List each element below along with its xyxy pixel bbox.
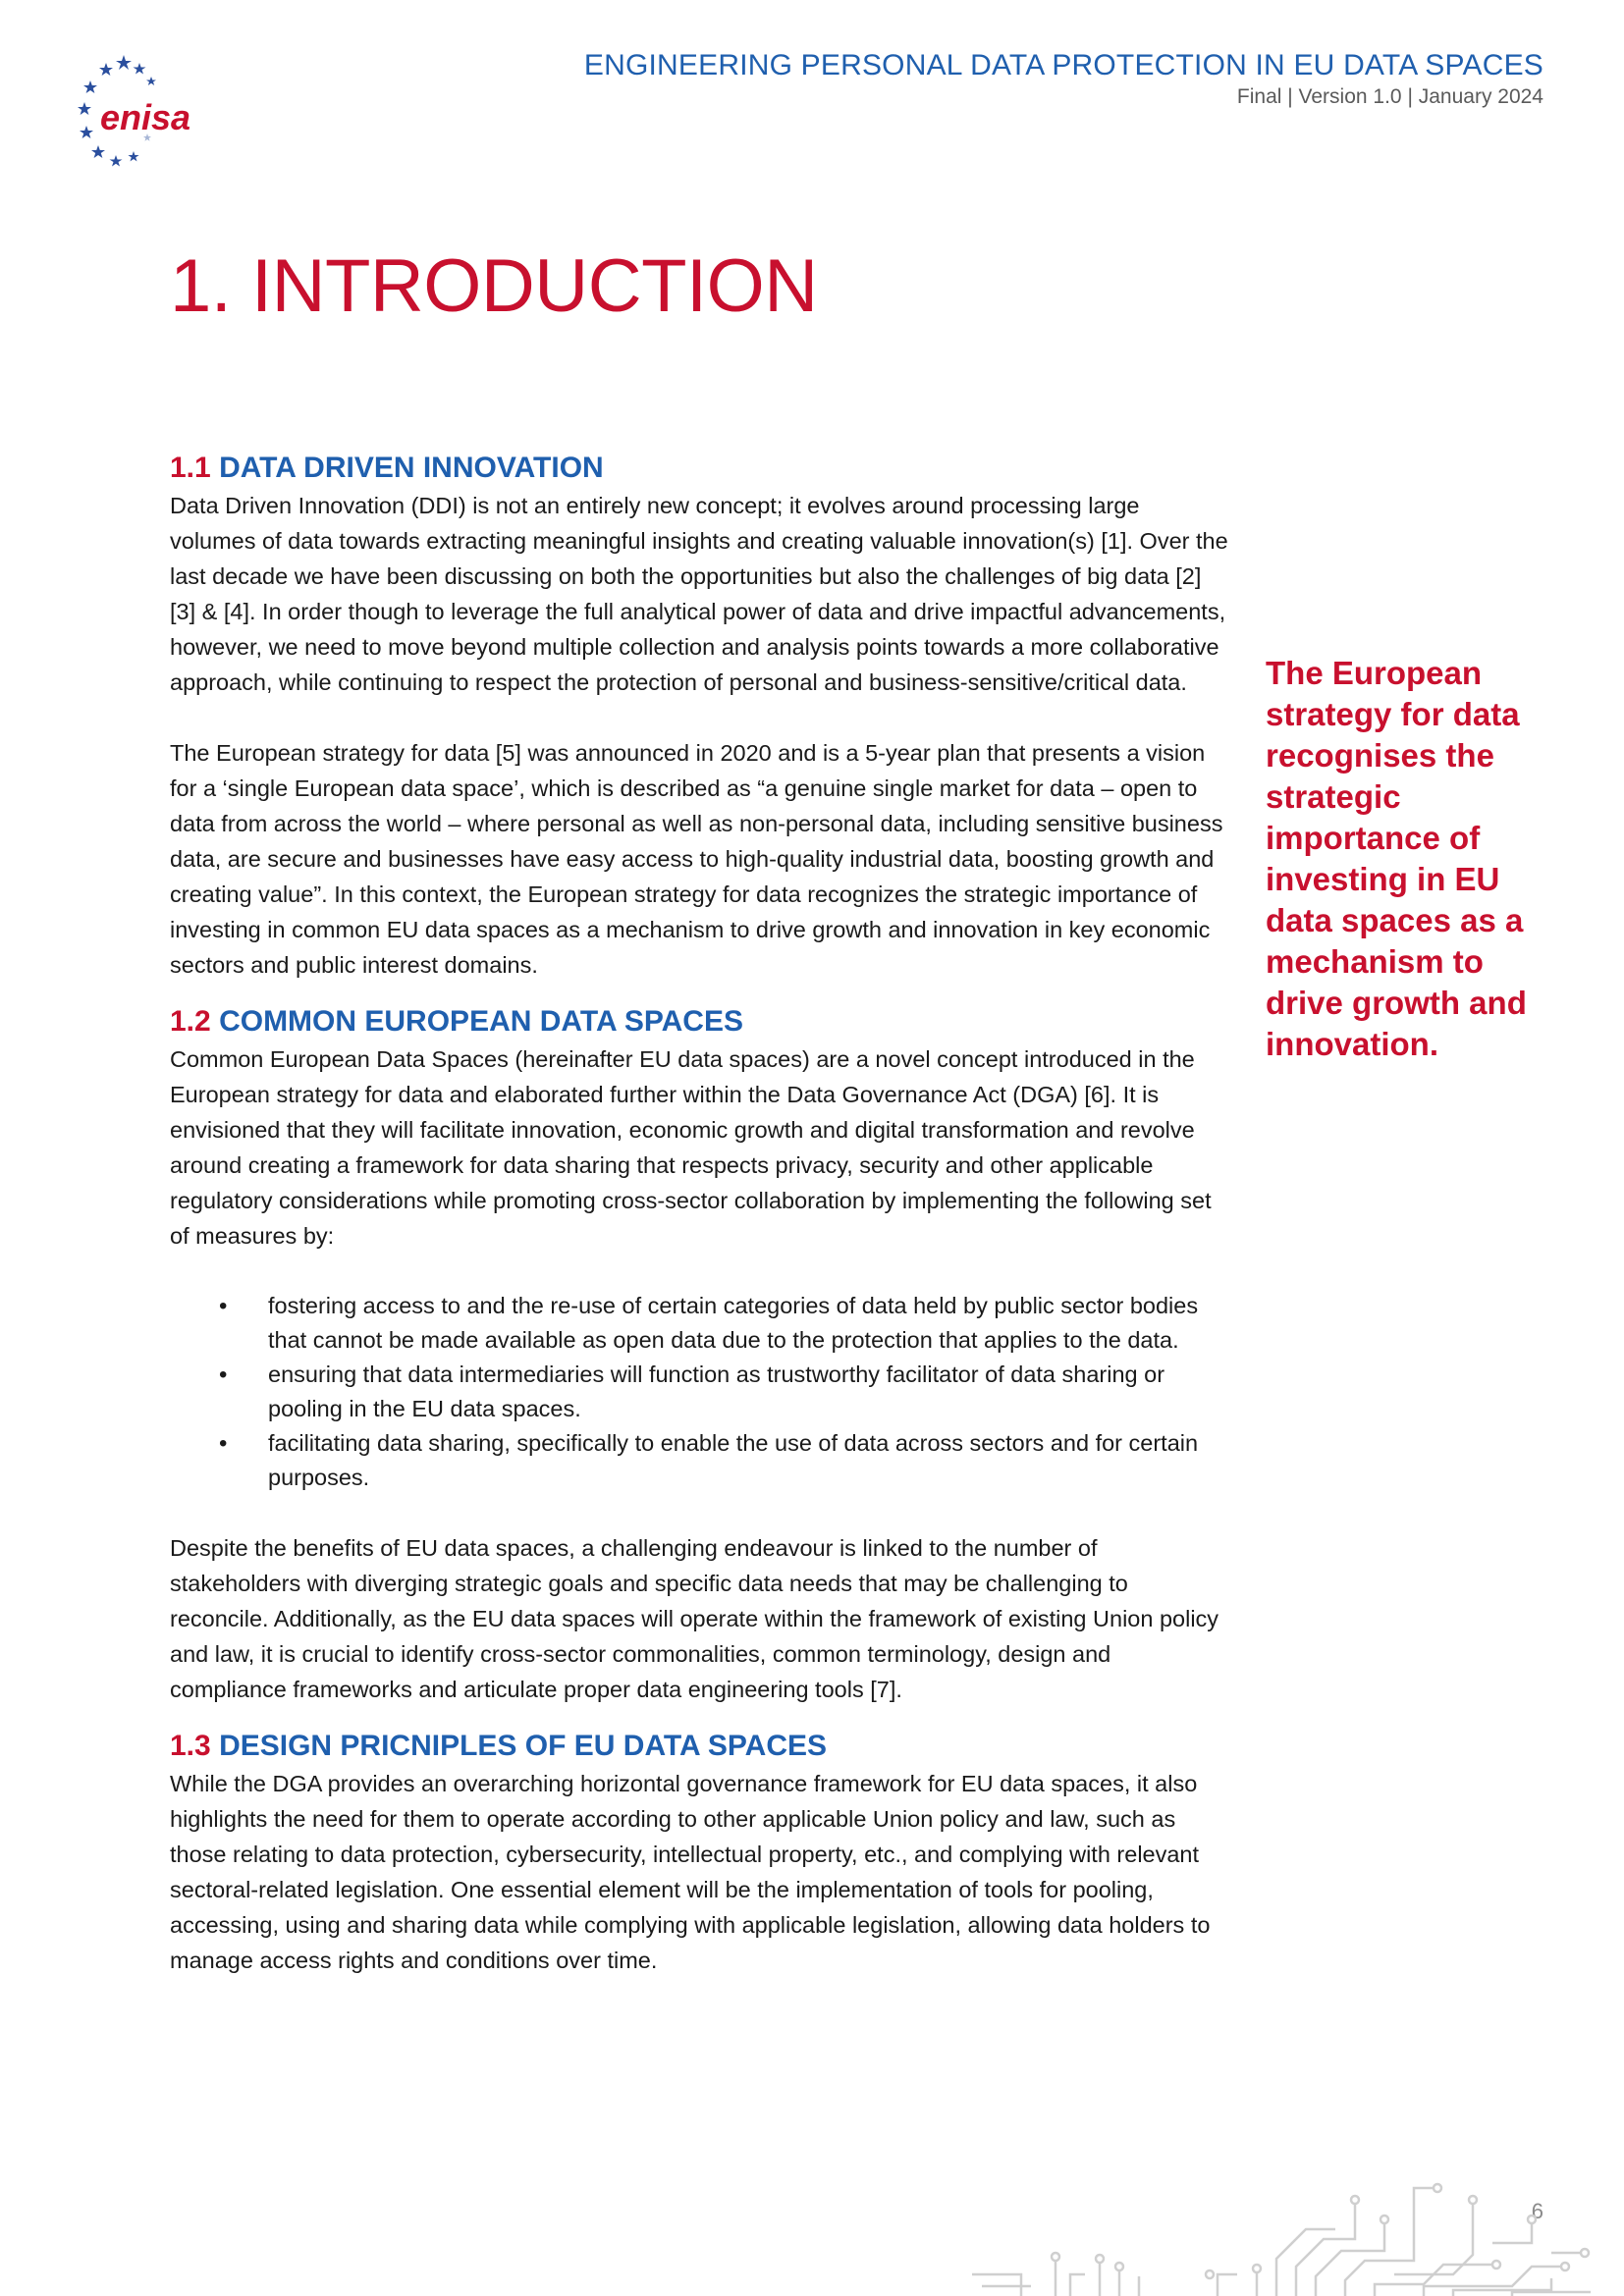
section-heading-1-2 <box>170 1002 1230 1041</box>
circuit-decoration <box>962 2164 1591 2296</box>
chapter-title: 1. INTRODUCTION <box>170 244 818 328</box>
pull-quote: The European strategy for data recognises the strategic importance of investing in EU data spaces as a mechanism to drive growth and innovation. <box>1266 655 1527 1062</box>
measures-list <box>170 1289 1230 1495</box>
page-number: 6 <box>1531 2199 1543 2223</box>
enisa-logo <box>49 49 206 182</box>
section-number: 1.2 <box>170 1005 211 1038</box>
list-item: • ensuring that data intermediaries will function as trustworthy facilitator of data sharing or pooling in the EU data spaces. <box>170 1358 1230 1426</box>
section-heading-1-1 <box>170 449 1230 488</box>
section-title: DATA DRIVEN INNOVATION <box>219 452 604 484</box>
list-item: • fostering access to and the re-use of certain categories of data held by public sector bodies that cannot be made available as open data due to the protection that applies to the data. <box>170 1289 1230 1358</box>
bullet-icon: • <box>219 1293 228 1319</box>
paragraph: While the DGA provides an overarching horizontal governance framework for EU data spaces, it also highlights the need for them to operate according to other applicable Union policy and law, such as those relating to data protection, cybersecurity, intellectual property, etc., and complying with relevant sectoral-related legislation. One essential element will be the implementation of tools for pooling, accessing, using and sharing data while complying with applicable legislation, allowing data holders to manage access rights and conditions over time. <box>170 1771 1211 1973</box>
paragraph: Common European Data Spaces (hereinafter EU data spaces) are a novel concept introduced in the European strategy for data and elaborated further within the Data Governance Act (DGA) [6]. It is envisioned that they will facilitate innovation, economic growth and digital transformation and revolve around creating a framework for data sharing that respects privacy, security and other applicable regulatory considerations while promoting cross-sector collaboration by implementing the following set of measures by: <box>170 1046 1212 1249</box>
section-number: 1.3 <box>170 1730 211 1762</box>
section-title: COMMON EUROPEAN DATA SPACES <box>219 1005 743 1038</box>
section-heading-1-3 <box>170 1727 1230 1766</box>
section-number: 1.1 <box>170 452 211 484</box>
document-version: Final | Version 1.0 | January 2024 <box>1236 85 1543 108</box>
document-title: ENGINEERING PERSONAL DATA PROTECTION IN EU DATA SPACES <box>583 49 1543 81</box>
paragraph: The European strategy for data [5] was announced in 2020 and is a 5-year plan that presents a vision for a ‘single European data space’, which is described as “a genuine single market for data – open to data from across the world – where personal as well as non-personal data, including sensitive business data, are secure and businesses have easy access to high-quality industrial data, boosting growth and creating value”. In this context, the European strategy for data recognizes the strategic importance of investing in common EU data spaces as a mechanism to drive growth and innovation in key economic sectors and public interest domains. <box>170 740 1223 978</box>
list-item: • facilitating data sharing, specifically to enable the use of data across sectors and for certain purposes. <box>170 1426 1230 1495</box>
paragraph: Despite the benefits of EU data spaces, a challenging endeavour is linked to the number of stakeholders with diverging strategic goals and specific data needs that may be challenging to reconcile. Additionally, as the EU data spaces will operate within the framework of existing Union policy and law, it is crucial to identify cross-sector commonalities, common terminology, design and compliance frameworks and articulate proper data engineering tools [7]. <box>170 1535 1219 1702</box>
circuit-board-icon <box>962 2164 1591 2296</box>
svg-text:enisa: enisa <box>100 97 191 137</box>
paragraph: Data Driven Innovation (DDI) is not an entirely new concept; it evolves around processing large volumes of data towards extracting meaningful insights and creating valuable innovation(s) [1]. Over the last decade we have been discussing on both the opportunities but also the challenges of big data [2] [3] & [4]. In order though to leverage the full analytical power of data and drive impactful advancements, however, we need to move beyond multiple collection and analysis points towards a more collaborative approach, while continuing to respect the protection of personal and business-sensitive/critical data. <box>170 493 1228 695</box>
bullet-icon: • <box>219 1362 228 1388</box>
bullet-icon: • <box>219 1430 228 1457</box>
main-content <box>170 449 1230 1978</box>
enisa-star-logo-icon <box>49 49 206 182</box>
section-title: DESIGN PRICNIPLES OF EU DATA SPACES <box>219 1730 828 1762</box>
